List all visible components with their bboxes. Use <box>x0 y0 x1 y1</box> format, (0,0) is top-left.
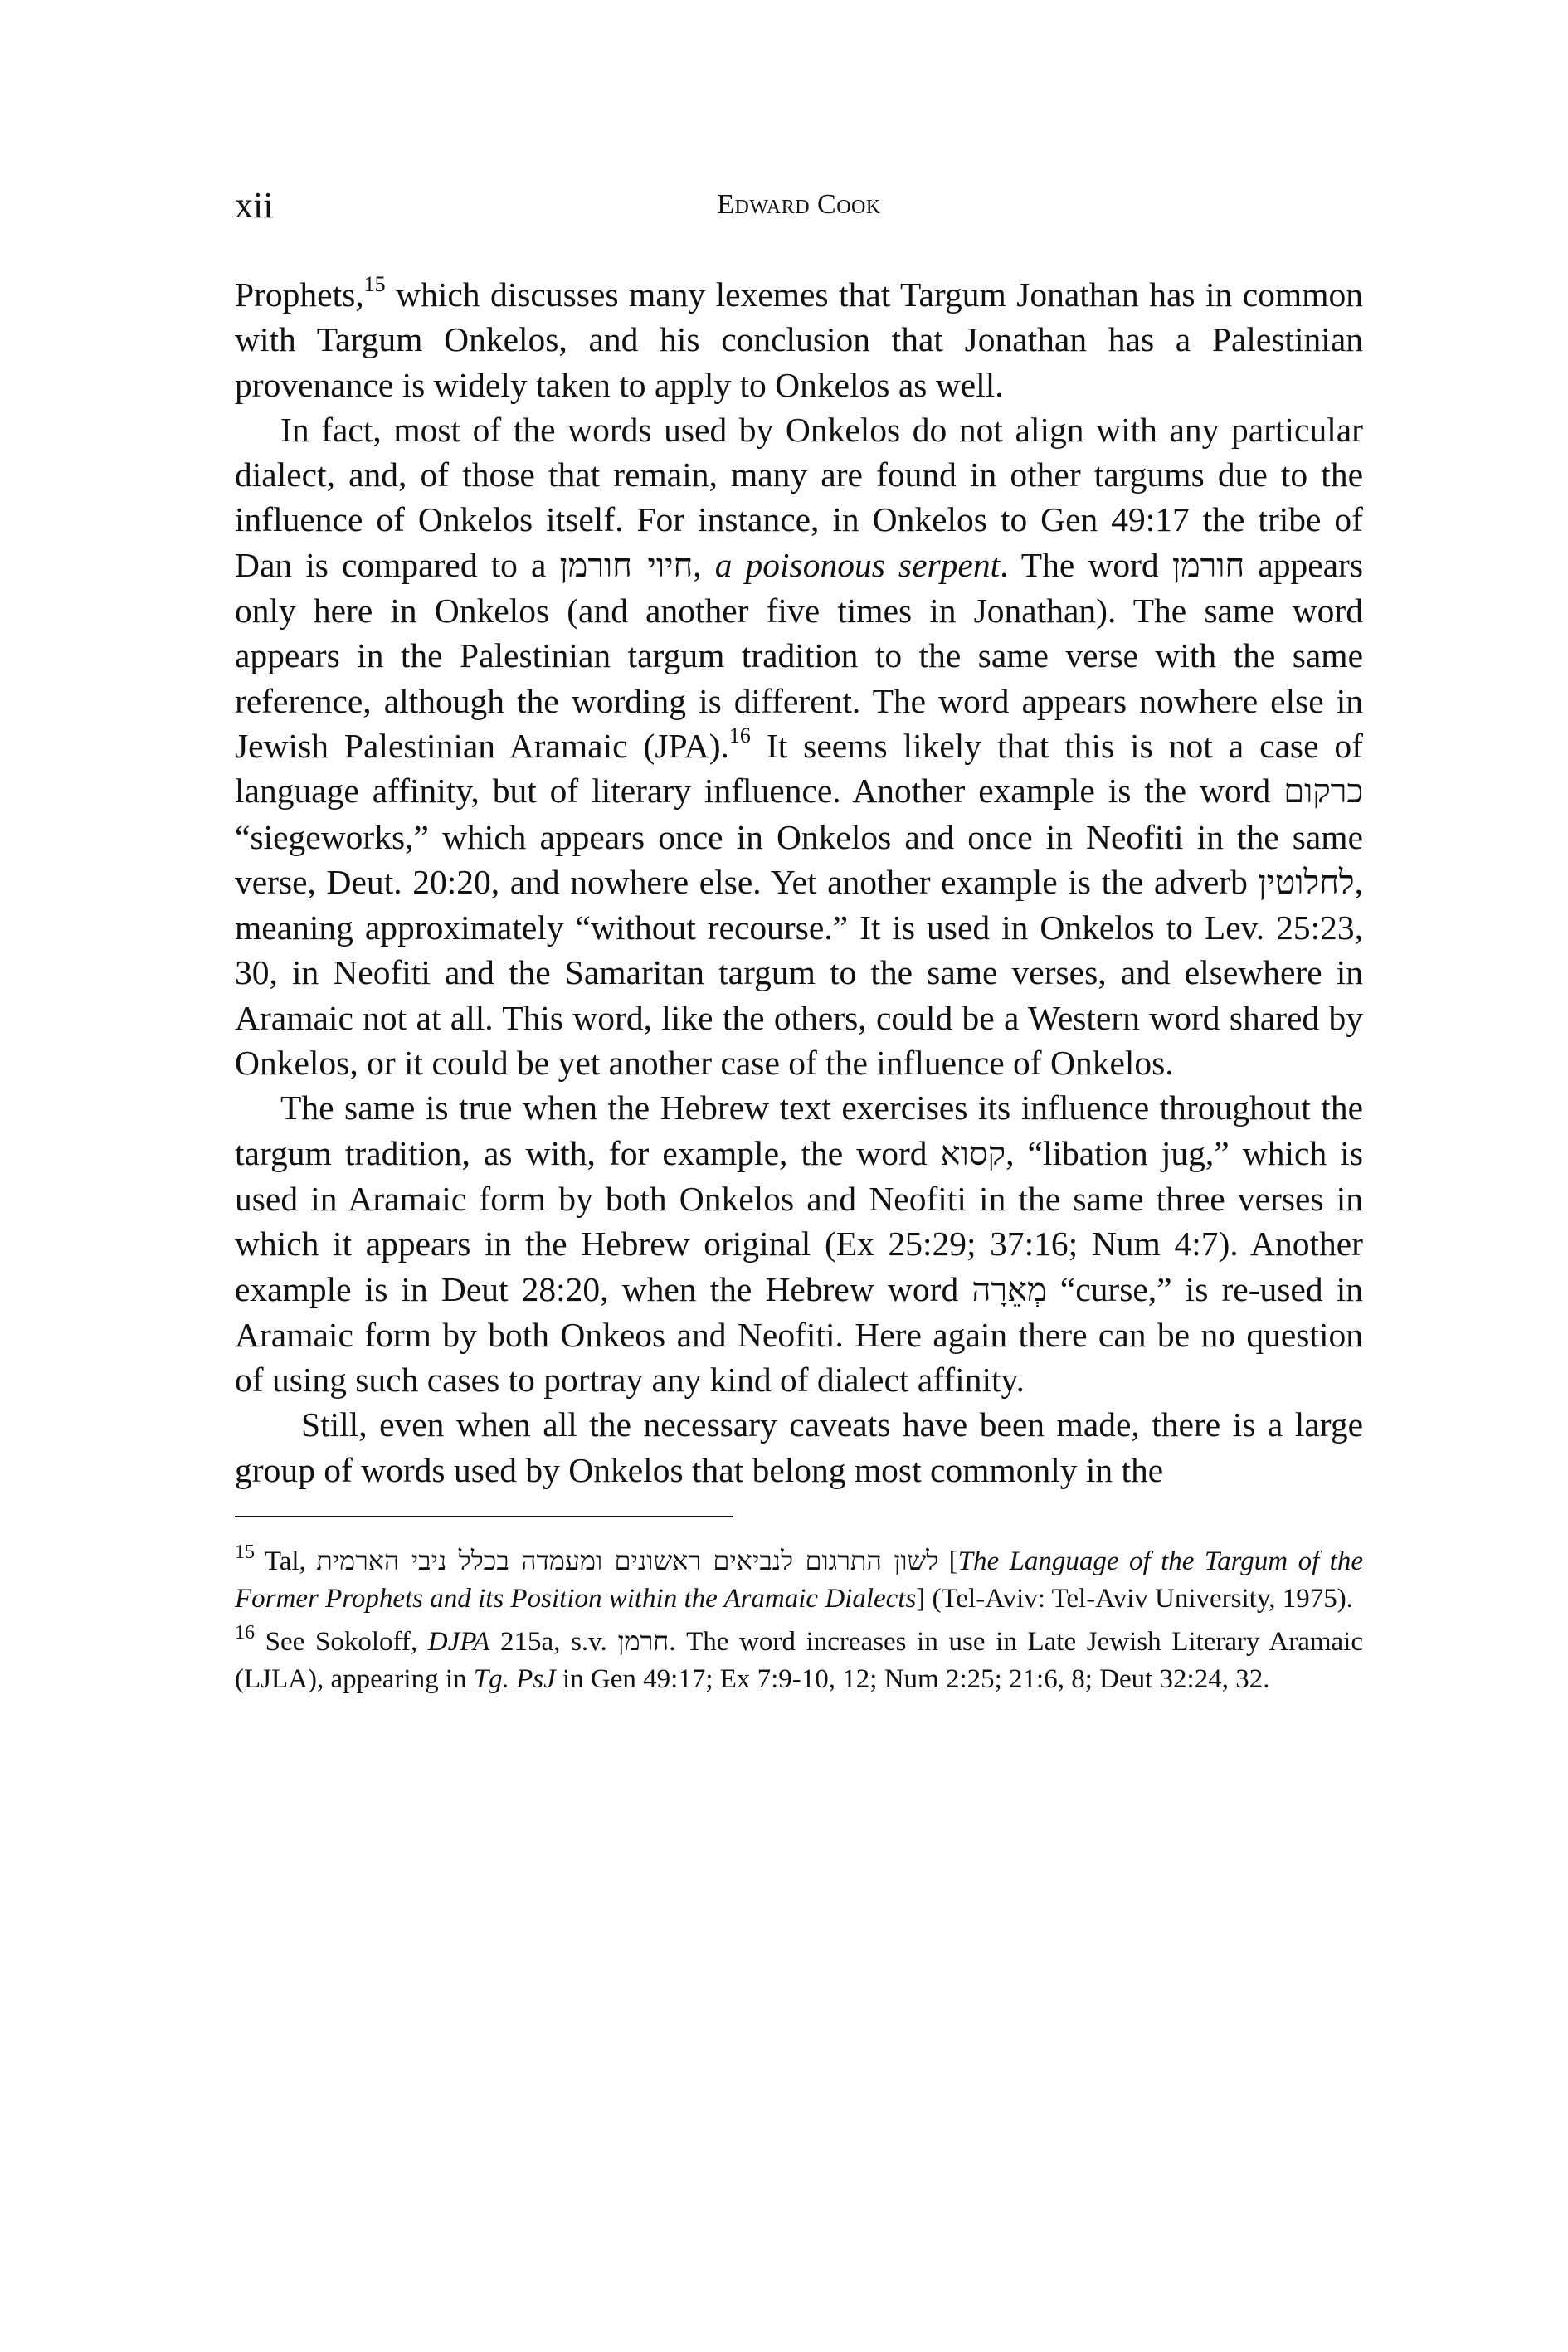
hebrew-term: לחלוטין <box>1258 863 1355 902</box>
footnote-15: $^{15}$ Tal, לשון התרגום לנביאים ראשונים ומעמדה בכלל ניבי הארמית [The Language of the Targum of the Former Prophets and its Position within the Aramaic Dialects] (Tel-Aviv: Tel-Aviv University, 1975). <box>235 1541 1363 1614</box>
page-header <box>235 184 1363 242</box>
paragraph-1: Prophets,$^{15}$ which discusses many lexemes that Targum Jonathan has in common with Targum Onkelos, and his conclusion that Jonathan has a Palestinian provenance is widely taken to apply to Onkelos as well. <box>235 272 1363 404</box>
hebrew-term: חיוי חורמן <box>559 546 694 585</box>
paragraph-3: The same is true when the Hebrew text exercises its influence throughout the targum tradition, as with, for example, the word קסוא, “libation jug,” which is used in Aramaic form by both Onkelos and Neofiti in the same three verses in which it appears in the Hebrew original (Ex 25:29; 37:16; Num 4:7). Another example is in Deut 28:20, when the Hebrew word מְאֵרָה “curse,” is re-used in Aramaic form by both Onkeos and Neofiti. Here again there can be no question of using such cases to portray any kind of dialect affinity. <box>235 1088 1363 1400</box>
footnotes <box>235 1542 1363 1698</box>
hebrew-term: כרקום <box>1283 772 1363 811</box>
footnote-divider <box>235 1516 733 1517</box>
paragraph-2: In fact, most of the words used by Onkelos do not align with any particular dialect, and, of those that remain, many are found in other targums due to the influence of Onkelos itself. For instance, in Onkelos to Gen 49:17 the tribe of Dan is compared to a חיוי חורמן, a poisonous serpent. The word חורמן appears only here in Onkelos (and another five times in Jonathan). The same word appears in the Palestinian targum tradition to the same verse with the same reference, although the wording is different. The word appears nowhere else in Jewish Palestinian Aramaic (JPA).$^{16}$ It seems likely that this is not a case of language affinity, but of literary influence. Another example is the word כרקום “siegeworks,” which appears once in Onkelos and once in Neofiti in the same verse, Deut. 20:20, and nowhere else. Yet another example is the adverb לחלוטין, meaning approximately “without recourse.” It is used in Onkelos to Lev. 25:23, 30, in Neofiti and the Samaritan targum to the same verses, and elsewhere in Aramaic not at all. This word, like the others, could be a Western word shared by Onkelos, or it could be yet another case of the influence of Onkelos. <box>235 410 1364 1083</box>
body-text <box>235 272 1363 1493</box>
footnote-ref-16[interactable]: 16 <box>728 723 751 747</box>
page-number: xii <box>235 185 274 226</box>
page <box>235 184 1363 1703</box>
hebrew-term: מְאֵרָה <box>971 1270 1047 1309</box>
footnote-16: $^{16}$ See Sokoloff, DJPA 215a, s.v. חרמן. The word increases in use in Late Jewish Literary Aramaic (LJLA), appearing in Tg. PsJ in Gen 49:17; Ex 7:9-10, 12; Num 2:25; 21:6, 8; Deut 32:24, 32. <box>235 1622 1363 1695</box>
running-head: Edward Cook <box>717 189 881 220</box>
hebrew-term: חרמן <box>617 1625 670 1658</box>
hebrew-title: לשון התרגום לנביאים ראשונים ומעמדה בכלל ניבי הארמית <box>316 1545 939 1577</box>
paragraph-4: Still, even when all the necessary caveats have been made, there is a large group of words used by Onkelos that belong most commonly in the <box>235 1405 1363 1489</box>
footnote-ref-15[interactable]: 15 <box>363 272 386 296</box>
hebrew-term: קסוא <box>940 1134 1006 1173</box>
hebrew-term: חורמן <box>1171 546 1245 585</box>
